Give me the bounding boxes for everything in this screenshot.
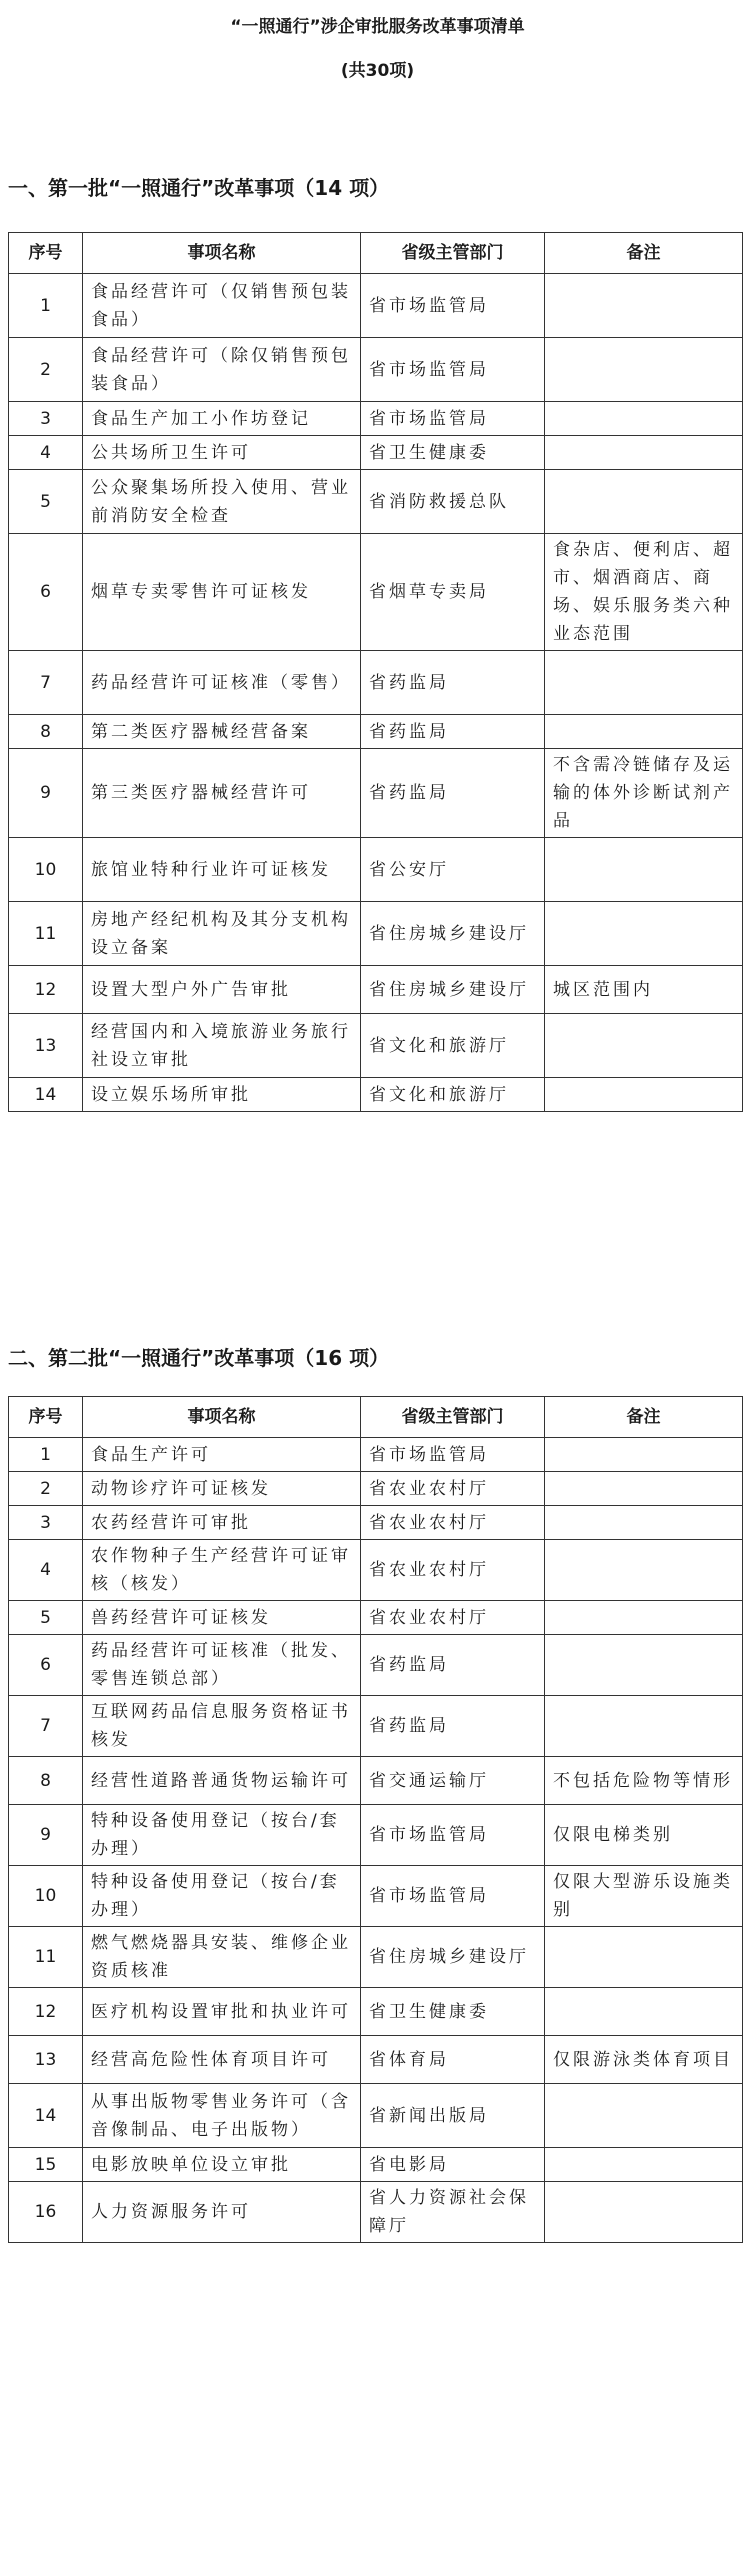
item-name: 从事出版物零售业务许可（含音像制品、电子出版物） xyxy=(83,2084,361,2148)
item-department: 省电影局 xyxy=(361,2148,545,2182)
item-department: 省农业农村厅 xyxy=(361,1540,545,1601)
item-name: 设立娱乐场所审批 xyxy=(83,1078,361,1112)
table-header-row xyxy=(9,1397,743,1438)
item-note xyxy=(545,715,743,749)
table-row xyxy=(9,2084,743,2148)
item-number: 7 xyxy=(9,651,83,715)
item-note xyxy=(545,1078,743,1112)
table-row xyxy=(9,1696,743,1757)
item-number: 12 xyxy=(9,966,83,1014)
item-department: 省住房城乡建设厅 xyxy=(361,966,545,1014)
item-number: 8 xyxy=(9,1757,83,1805)
item-department: 省体育局 xyxy=(361,2036,545,2084)
item-note: 仅限大型游乐设施类别 xyxy=(545,1866,743,1927)
table-row xyxy=(9,402,743,436)
item-number: 8 xyxy=(9,715,83,749)
item-note: 仅限电梯类别 xyxy=(545,1805,743,1866)
table-row xyxy=(9,838,743,902)
item-name: 食品经营许可（仅销售预包装食品） xyxy=(83,274,361,338)
item-department: 省烟草专卖局 xyxy=(361,534,545,651)
item-number: 13 xyxy=(9,1014,83,1078)
item-name: 人力资源服务许可 xyxy=(83,2182,361,2243)
document-title: “一照通行”涉企审批服务改革事项清单 xyxy=(230,17,525,37)
table-header-row xyxy=(9,233,743,274)
item-note xyxy=(545,1014,743,1078)
item-note xyxy=(545,651,743,715)
item-number: 4 xyxy=(9,1540,83,1601)
table-row xyxy=(9,274,743,338)
item-name: 食品生产加工小作坊登记 xyxy=(83,402,361,436)
item-department: 省药监局 xyxy=(361,1635,545,1696)
item-department: 省农业农村厅 xyxy=(361,1601,545,1635)
table-row xyxy=(9,749,743,838)
header-note: 备注 xyxy=(545,233,743,274)
item-department: 省市场监管局 xyxy=(361,338,545,402)
table-row xyxy=(9,1506,743,1540)
item-number: 13 xyxy=(9,2036,83,2084)
table-row xyxy=(9,1757,743,1805)
item-department: 省交通运输厅 xyxy=(361,1757,545,1805)
item-name: 药品经营许可证核准（批发、零售连锁总部） xyxy=(83,1635,361,1696)
table-row xyxy=(9,1805,743,1866)
item-number: 2 xyxy=(9,1472,83,1506)
item-name: 公共场所卫生许可 xyxy=(83,436,361,470)
item-name: 公众聚集场所投入使用、营业前消防安全检查 xyxy=(83,470,361,534)
item-department: 省市场监管局 xyxy=(361,274,545,338)
item-name: 互联网药品信息服务资格证书核发 xyxy=(83,1696,361,1757)
table-row xyxy=(9,436,743,470)
table-row xyxy=(9,1472,743,1506)
item-name: 特种设备使用登记（按台/套办理） xyxy=(83,1805,361,1866)
item-number: 12 xyxy=(9,1988,83,2036)
section-2-table xyxy=(8,1396,743,2243)
header-num: 序号 xyxy=(9,233,83,274)
item-name: 食品经营许可（除仅销售预包装食品） xyxy=(83,338,361,402)
table-row xyxy=(9,470,743,534)
item-note xyxy=(545,1506,743,1540)
item-department: 省市场监管局 xyxy=(361,1866,545,1927)
item-note xyxy=(545,1601,743,1635)
table-row xyxy=(9,1540,743,1601)
item-number: 14 xyxy=(9,1078,83,1112)
item-note: 不含需冷链储存及运输的体外诊断试剂产品 xyxy=(545,749,743,838)
item-department: 省药监局 xyxy=(361,651,545,715)
item-note xyxy=(545,1988,743,2036)
header-name: 事项名称 xyxy=(83,1397,361,1438)
table-row xyxy=(9,338,743,402)
item-name: 第三类医疗器械经营许可 xyxy=(83,749,361,838)
item-department: 省卫生健康委 xyxy=(361,436,545,470)
item-department: 省农业农村厅 xyxy=(361,1472,545,1506)
item-note xyxy=(545,274,743,338)
item-note xyxy=(545,902,743,966)
table-row xyxy=(9,534,743,651)
item-department: 省人力资源社会保障厅 xyxy=(361,2182,545,2243)
item-department: 省药监局 xyxy=(361,749,545,838)
table-row xyxy=(9,2182,743,2243)
table-row xyxy=(9,1988,743,2036)
item-note xyxy=(545,2182,743,2243)
item-department: 省市场监管局 xyxy=(361,402,545,436)
item-note xyxy=(545,2148,743,2182)
table-row xyxy=(9,2036,743,2084)
section-1-heading: 一、第一批“一照通行”改革事项（14 项） xyxy=(8,176,390,200)
item-note xyxy=(545,838,743,902)
item-number: 7 xyxy=(9,1696,83,1757)
item-number: 4 xyxy=(9,436,83,470)
item-department: 省药监局 xyxy=(361,1696,545,1757)
document-subtitle: (共30项) xyxy=(340,61,415,81)
item-note: 城区范围内 xyxy=(545,966,743,1014)
table-row xyxy=(9,1866,743,1927)
item-name: 食品生产许可 xyxy=(83,1438,361,1472)
item-number: 9 xyxy=(9,1805,83,1866)
item-name: 农药经营许可审批 xyxy=(83,1506,361,1540)
item-number: 10 xyxy=(9,838,83,902)
item-note xyxy=(545,436,743,470)
item-department: 省消防救援总队 xyxy=(361,470,545,534)
table-row xyxy=(9,1438,743,1472)
table-row xyxy=(9,2148,743,2182)
item-name: 医疗机构设置审批和执业许可 xyxy=(83,1988,361,2036)
table-row xyxy=(9,1014,743,1078)
section-1-table xyxy=(8,232,743,1112)
item-number: 3 xyxy=(9,1506,83,1540)
item-note xyxy=(545,470,743,534)
header-dept: 省级主管部门 xyxy=(361,1397,545,1438)
item-number: 11 xyxy=(9,1927,83,1988)
item-note: 仅限游泳类体育项目 xyxy=(545,2036,743,2084)
item-number: 1 xyxy=(9,1438,83,1472)
item-note xyxy=(545,1472,743,1506)
header-num: 序号 xyxy=(9,1397,83,1438)
item-name: 烟草专卖零售许可证核发 xyxy=(83,534,361,651)
item-note xyxy=(545,402,743,436)
item-note: 不包括危险物等情形 xyxy=(545,1757,743,1805)
item-department: 省住房城乡建设厅 xyxy=(361,1927,545,1988)
item-name: 特种设备使用登记（按台/套办理） xyxy=(83,1866,361,1927)
item-name: 动物诊疗许可证核发 xyxy=(83,1472,361,1506)
item-number: 3 xyxy=(9,402,83,436)
item-name: 燃气燃烧器具安装、维修企业资质核准 xyxy=(83,1927,361,1988)
item-note: 食杂店、便利店、超市、烟酒商店、商场、娱乐服务类六种业态范围 xyxy=(545,534,743,651)
item-note xyxy=(545,1635,743,1696)
item-department: 省文化和旅游厅 xyxy=(361,1078,545,1112)
item-name: 旅馆业特种行业许可证核发 xyxy=(83,838,361,902)
item-name: 药品经营许可证核准（零售） xyxy=(83,651,361,715)
item-number: 9 xyxy=(9,749,83,838)
item-number: 10 xyxy=(9,1866,83,1927)
item-department: 省药监局 xyxy=(361,715,545,749)
item-number: 16 xyxy=(9,2182,83,2243)
item-number: 15 xyxy=(9,2148,83,2182)
item-note xyxy=(545,1696,743,1757)
item-note xyxy=(545,1540,743,1601)
item-name: 兽药经营许可证核发 xyxy=(83,1601,361,1635)
item-department: 省农业农村厅 xyxy=(361,1506,545,1540)
item-name: 第二类医疗器械经营备案 xyxy=(83,715,361,749)
item-name: 经营国内和入境旅游业务旅行社设立审批 xyxy=(83,1014,361,1078)
item-number: 14 xyxy=(9,2084,83,2148)
item-department: 省住房城乡建设厅 xyxy=(361,902,545,966)
table-row xyxy=(9,651,743,715)
item-department: 省公安厅 xyxy=(361,838,545,902)
item-department: 省卫生健康委 xyxy=(361,1988,545,2036)
item-name: 农作物种子生产经营许可证审核（核发） xyxy=(83,1540,361,1601)
section-2-heading: 二、第二批“一照通行”改革事项（16 项） xyxy=(8,1346,390,1370)
item-name: 经营性道路普通货物运输许可 xyxy=(83,1757,361,1805)
item-number: 5 xyxy=(9,470,83,534)
item-number: 6 xyxy=(9,1635,83,1696)
item-note xyxy=(545,1438,743,1472)
item-department: 省市场监管局 xyxy=(361,1438,545,1472)
item-name: 电影放映单位设立审批 xyxy=(83,2148,361,2182)
item-department: 省新闻出版局 xyxy=(361,2084,545,2148)
table-row xyxy=(9,1927,743,1988)
header-dept: 省级主管部门 xyxy=(361,233,545,274)
table-row xyxy=(9,715,743,749)
table-row xyxy=(9,966,743,1014)
item-department: 省文化和旅游厅 xyxy=(361,1014,545,1078)
item-note xyxy=(545,338,743,402)
header-note: 备注 xyxy=(545,1397,743,1438)
table-row xyxy=(9,1635,743,1696)
item-number: 1 xyxy=(9,274,83,338)
item-note xyxy=(545,1927,743,1988)
header-name: 事项名称 xyxy=(83,233,361,274)
table-row xyxy=(9,1601,743,1635)
item-name: 经营高危险性体育项目许可 xyxy=(83,2036,361,2084)
item-number: 2 xyxy=(9,338,83,402)
item-department: 省市场监管局 xyxy=(361,1805,545,1866)
table-row xyxy=(9,1078,743,1112)
table-row xyxy=(9,902,743,966)
item-number: 6 xyxy=(9,534,83,651)
item-name: 设置大型户外广告审批 xyxy=(83,966,361,1014)
item-number: 5 xyxy=(9,1601,83,1635)
item-name: 房地产经纪机构及其分支机构设立备案 xyxy=(83,902,361,966)
item-note xyxy=(545,2084,743,2148)
item-number: 11 xyxy=(9,902,83,966)
